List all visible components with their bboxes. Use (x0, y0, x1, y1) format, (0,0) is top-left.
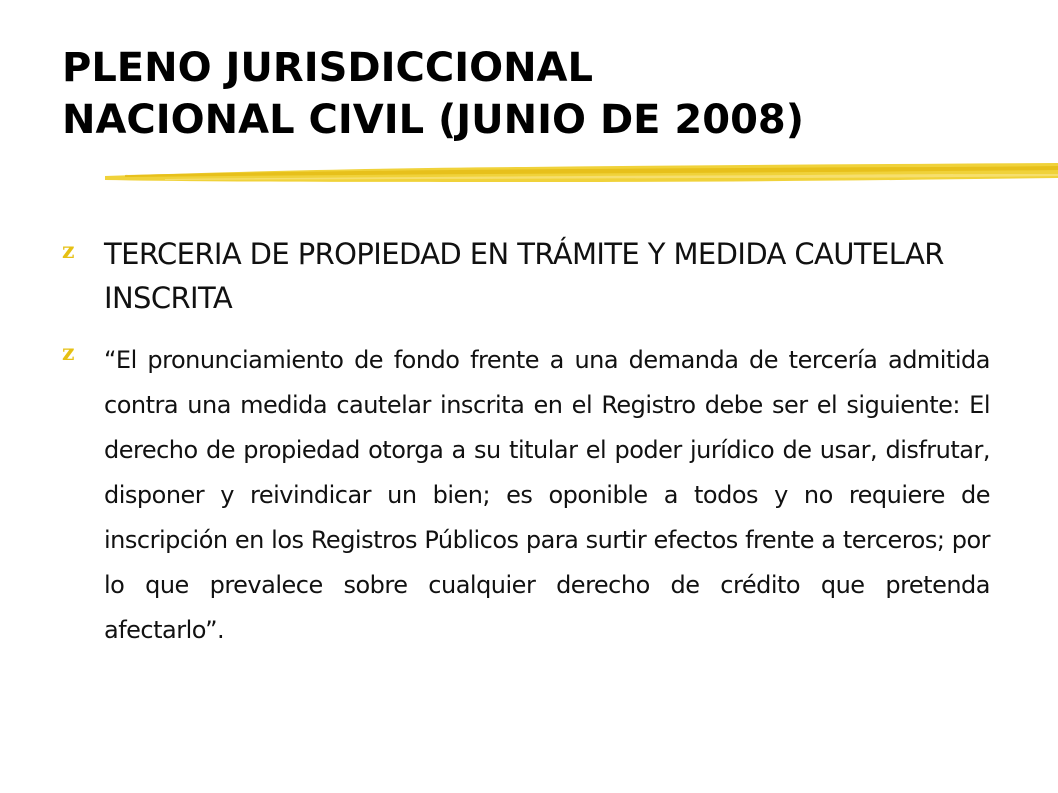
title-line-1: PLENO JURISDICCIONAL (62, 45, 593, 91)
z-bullet-icon: z (62, 340, 75, 366)
z-bullet-icon: z (62, 238, 75, 264)
slide-title (62, 42, 1022, 146)
bullet-list (62, 232, 992, 653)
bullet-text-quote: “El pronunciamiento de fondo frente a una demanda de tercería admitida contra una medida cautelar inscrita en el Registro debe ser el siguiente: El derecho de propiedad otorga a su titular el poder jurídico de usar, disfrutar, disponer y reivindicar un bien; es oponible a todos y no requiere de inscripción en los Registros Públicos para surtir efectos frente a terceros; por lo que prevalece sobre cualquier derecho de crédito que pretenda afectarlo”. (104, 346, 990, 644)
bullet-item-quote (62, 338, 992, 653)
bullet-item-heading (62, 232, 992, 320)
title-line-2: NACIONAL CIVIL (JUNIO DE 2008) (62, 97, 805, 143)
bullet-text-heading: TERCERIA DE PROPIEDAD EN TRÁMITE Y MEDIDA CAUTELAR INSCRITA (104, 237, 944, 315)
title-underline-brushstroke (105, 160, 1058, 190)
